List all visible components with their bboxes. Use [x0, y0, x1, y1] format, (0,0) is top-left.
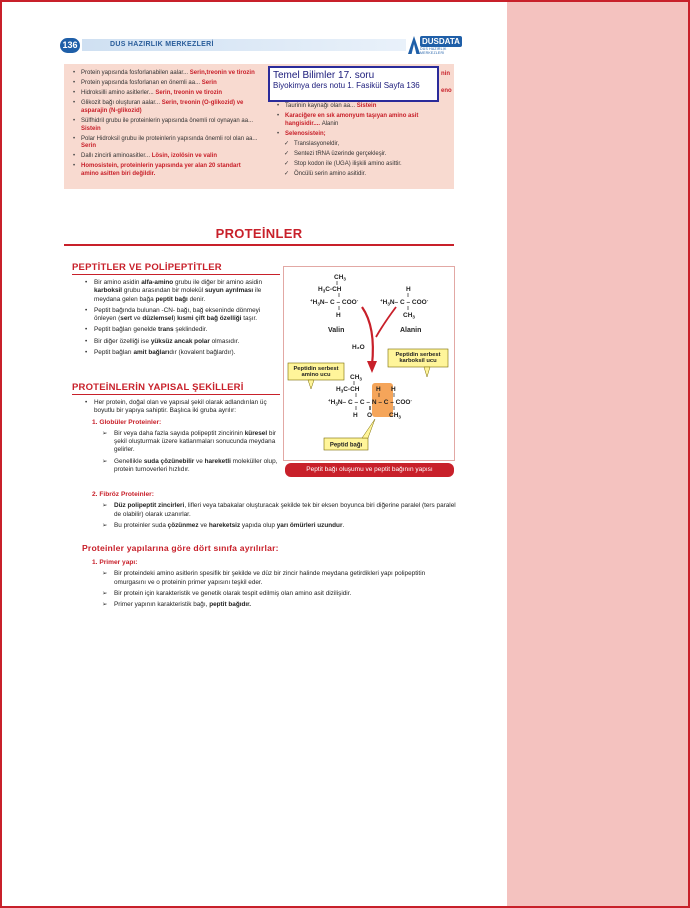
fibrous-item: ➢ Düz polipeptit zincirleri, lifleri veya tabakalar oluşturacak şekilde tek bir eksen boyunca biri diğerine paralel (ters paralel de olabilir) olarak uzanırlar. — [82, 502, 458, 519]
summary-item: • Dallı zincirli aminoasitler... Lösin, izolösin ve valin — [72, 153, 258, 161]
page-title: PROTEİNLER — [215, 226, 303, 241]
primary-heading: 1. Primer yapı: — [92, 559, 138, 566]
fibrous-heading: 2. Fibröz Proteinler: — [92, 491, 154, 498]
free-carboxyl-label — [395, 352, 440, 364]
svg-text:CH3: $CH_3$ — [334, 274, 346, 282]
margin-column — [507, 2, 688, 906]
cut-text-1: nin — [441, 71, 450, 77]
reaction-arrow-icon — [362, 307, 373, 365]
publisher-logo — [408, 34, 460, 56]
water-label: H₂O — [352, 344, 365, 351]
reaction-arrowhead-icon — [367, 361, 377, 373]
publisher-bar: DUS HAZIRLIK MERKEZLERİ — [82, 39, 406, 51]
globular-item: ➢ Bir veya daha fazla sayıda polipeptit zincirinin küresel bir şekil oluşturmak üzere katlanmaları sonucunda meydana gelirler. — [82, 430, 282, 455]
peptide-bond-diagram — [283, 266, 455, 461]
cut-text-2: eno — [441, 88, 452, 94]
primary-item: ➢ Bir proteindeki amino asitlerin spesifik bir şekilde ve düz bir zincir halinde meydana getirdikleri yapı polipeptitin omurgasını ve o proteinin primer yapısını teşkil eder. — [82, 570, 458, 587]
diagram-caption: Peptit bağı oluşumu ve peptit bağının yapısı — [285, 463, 454, 477]
logo-mark-icon — [408, 36, 420, 54]
summary-list-left — [72, 70, 258, 181]
logo-word: DUSDATA — [422, 37, 460, 46]
check-item: ✓ Öncülü serin amino asitidir. — [276, 171, 454, 179]
svg-text:CH3: $CH_3$ — [389, 412, 401, 420]
globular-items — [82, 430, 282, 474]
peptide-bullet: • Peptit bağları amit bağlarıdır (kovalent bağlardır). — [82, 349, 282, 357]
free-carboxyl-pointer-icon — [424, 367, 430, 377]
svg-text:H: H — [406, 286, 411, 293]
diagram-svg — [284, 267, 456, 462]
fibrous-item: ➢ Bu proteinler suda çözünmez ve hareketsiz yapıda olup yarı ömürleri uzundur. — [82, 522, 458, 530]
globular-heading: 1. Globüler Proteinler: — [92, 418, 162, 426]
title-rule — [64, 244, 454, 246]
peptide-bond-label: Peptid bağı — [329, 442, 363, 449]
check-item: ✓ Stop kodon ile (UGA) ilişkili amino asittir. — [276, 161, 454, 169]
free-amino-pointer-icon — [308, 380, 314, 389]
free-amino-line-1: Peptidin serbest — [293, 366, 339, 372]
note-subtitle: Biyokimya ders notu 1. Fasikül Sayfa 136 — [273, 81, 420, 90]
peptide-bullet: • Bir diğer özelliği ise yüksüz ancak polar olmasıdır. — [82, 338, 282, 346]
section-title-peptides: PEPTİTLER VE POLİPEPTİTLER — [72, 262, 222, 273]
water-arrow-icon — [376, 307, 396, 337]
summary-item: • Selenosistein; — [276, 131, 454, 139]
summary-item: • Taurinin kaynağı olan aa... Sistein — [276, 103, 454, 111]
free-carboxyl-line-2: karboksil ucu — [399, 358, 437, 364]
svg-text:H: H — [376, 386, 381, 393]
peptide-bullet: • Bir amino asidin alfa-amino grubu ile diğer bir amino asidin karboksil grubu arasından bir molekül suyun ayrılması ile meydana gelen bağa peptit bağı denir. — [82, 279, 282, 304]
summary-item: • Karaciğere en sık amonyum taşıyan amino asit hangisidir.... Alanin — [276, 113, 454, 128]
section-title-classes: Proteinler yapılarına göre dört sınıfa ayrılırlar: — [82, 543, 279, 553]
fibrous-items — [82, 502, 458, 530]
globular-item: ➢ Genellikle suda çözünebilir ve hareketli moleküller olup, protein turnoverleri hızlıdır. — [82, 458, 282, 475]
primary-items — [82, 570, 458, 609]
primary-item: ➢ Bir protein için karakteristik ve genetik olarak tespit edilmiş olan amino asit dizilişidir. — [82, 590, 458, 598]
summary-item: • Sülfhidril grubu ile proteinlerin yapısında önemli rol oynayan aa... Sistein — [72, 118, 258, 133]
valin-structure — [310, 274, 359, 319]
svg-text:CH3: $CH_3$ — [350, 374, 362, 382]
summary-item: • Homosistein, proteinlerin yapısında yer alan 20 standart amino asitten biri değildir. — [72, 163, 258, 178]
svg-text:+H3N– C – C – N – C – COO-: $^+H_3N-$ C – C – N – C – COO- — [328, 398, 412, 407]
svg-text:+H3N– C – COO-: $^+H_3N-$ C – COO- — [310, 298, 359, 307]
peptide-bullet: • Peptit bağında bulunan -CN- bağı, bağ ekseninde dönmeyi önleyen (sert ve düzlemsel) kısmi çift bağ özelliği taşır. — [82, 307, 282, 324]
svg-text:+H3N– C – COO-: $^+H_3N-$ C – COO- — [380, 298, 429, 307]
page-number: 136 — [60, 38, 80, 53]
peptide-bullets — [82, 279, 282, 360]
summary-item: • Glikozit bağı oluşturan aalar... Serin, treonin (O-glikozid) ve asparajin (N-glikozid) — [72, 100, 258, 115]
svg-text:H: H — [336, 312, 341, 319]
structure-block — [82, 399, 282, 477]
free-carboxyl-line-1: Peptidin serbest — [395, 352, 441, 358]
svg-text:H: H — [391, 386, 396, 393]
alanin-label: Alanin — [400, 327, 422, 334]
structure-intro: • Her protein, doğal olan ve yapısal şekil olarak adlandırılan üç boyutlu bir yapıya sahiptir. Başlıca iki gruba ayrılır: — [82, 399, 282, 416]
check-item: ✓ Sentezi tRNA üzerinde gerçekleşir. — [276, 151, 454, 159]
note-title: Temel Bilimler 17. soru — [273, 70, 375, 81]
peptide-bond-pointer-icon — [362, 419, 375, 438]
section-title-structure: PROTEİNLERİN YAPISAL ŞEKİLLERİ — [72, 382, 244, 393]
summary-item: • Hidroksilli amino asitlerler... Serin, treonin ve tirozin — [72, 90, 258, 98]
primary-item: ➢ Primer yapının karakteristik bağı, peptit bağıdır. — [82, 601, 458, 609]
fibrous-block — [82, 489, 458, 533]
free-amino-line-2: amino ucu — [301, 372, 331, 378]
svg-text:H3C-CH: $H_3C-CH$ — [318, 286, 342, 294]
check-item: ✓ Translasyoneldir, — [276, 141, 454, 149]
svg-text:O: O — [367, 412, 373, 419]
peptide-bullet: • Peptit bağları genelde trans şeklindedir. — [82, 326, 282, 334]
svg-text:H: H — [353, 412, 358, 419]
valin-label: Valin — [328, 327, 345, 334]
section-rule-peptides — [72, 274, 280, 275]
alanin-structure — [380, 286, 429, 320]
classes-block — [82, 557, 458, 612]
svg-text:H3C-CH: $H_3C-CH$ — [336, 386, 360, 394]
summary-item: • Polar Hidroksil grubu ile proteinlerin yapısında önemli rol olan aa... Serin — [72, 136, 258, 151]
section-rule-structure — [72, 394, 280, 395]
dipeptide-structure — [328, 374, 412, 420]
svg-text:CH3: $CH_3$ — [403, 312, 415, 320]
annotation-note — [268, 66, 439, 102]
summary-list-right — [276, 103, 454, 181]
summary-item: • Protein yapısında fosforlanabilen aalar... Serin,treonin ve tirozin — [72, 70, 258, 78]
logo-subtitle: DUS HAZIRLIK MERKEZLERİ — [420, 47, 447, 55]
summary-item: • Protein yapısında fosforlanan en önemli aa... Serin — [72, 80, 258, 88]
